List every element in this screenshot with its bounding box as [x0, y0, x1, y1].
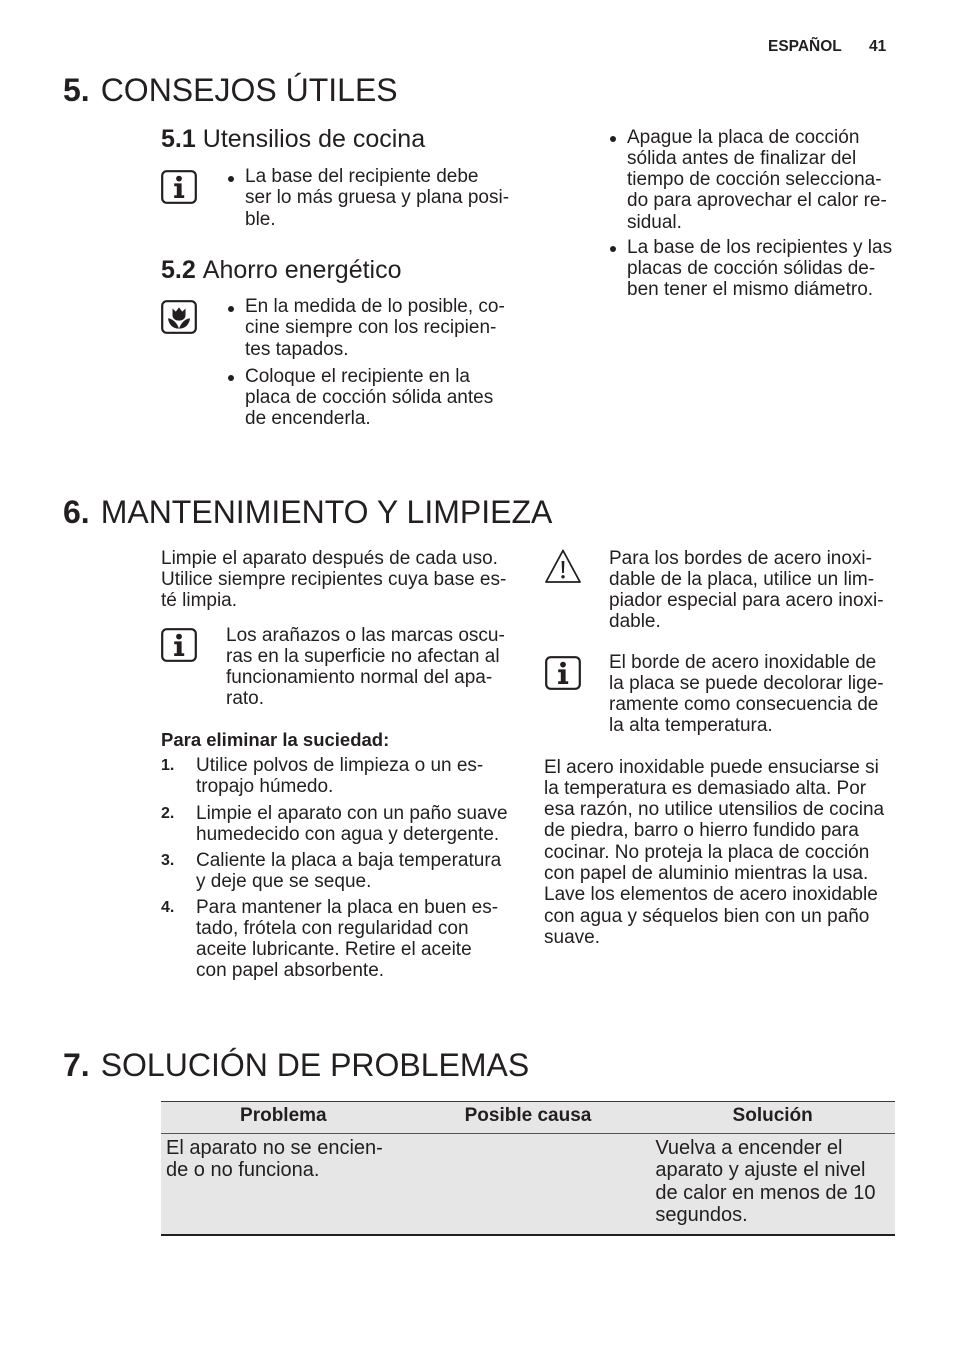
text-line: tiempo de cocción selecciona- [627, 169, 882, 191]
column-header: Solución [732, 1105, 813, 1126]
subsection-number: 5.1 [161, 125, 196, 153]
text-line: esa razón, no utilice utensilios de cocina [544, 799, 885, 821]
text-line: Limpie el aparato después de cada uso. [161, 547, 498, 569]
text-line: cine siempre con los recipien- [245, 317, 497, 339]
page-number: 41 [869, 38, 887, 55]
list-item [161, 896, 499, 982]
text-line: placa de cocción sólida antes [245, 386, 494, 408]
text-line: Utilice polvos de limpieza o un es- [196, 754, 484, 776]
text-line: la temperatura es demasiado alta. Por [544, 777, 867, 799]
section-title: SOLUCIÓN DE PROBLEMAS [100, 1047, 530, 1083]
info-icon [545, 656, 581, 690]
text-line: de calor en menos de 10 [655, 1181, 876, 1204]
text-line: Limpie el aparato con un paño suave [196, 802, 508, 824]
stainless-paragraph [544, 757, 884, 949]
table-row [161, 1134, 895, 1236]
text-line: ble. [245, 208, 276, 230]
text-line: El aparato no se encien- [166, 1137, 383, 1159]
list-item [161, 754, 484, 798]
text-line: de encenderla. [245, 408, 371, 430]
section-heading [63, 492, 552, 532]
text-line: de piedra, barro o hierro fundido para [544, 820, 859, 842]
text-line: ras en la superficie no afectan al [226, 645, 500, 667]
bullet-item [245, 296, 505, 360]
table-cell-solution [650, 1134, 895, 1234]
text-line: tado, frótela con regularidad con [196, 917, 469, 939]
text-line: sidual. [627, 211, 682, 233]
text-line: dable. [609, 611, 661, 633]
section-heading [63, 70, 398, 110]
text-line: té limpia. [161, 590, 238, 612]
text-line: Caliente la placa a baja temperatura [196, 849, 502, 871]
section-number: 7. [63, 1047, 90, 1083]
text-line: piador especial para acero inoxi- [609, 590, 884, 612]
bullet-icon [228, 375, 234, 381]
subsection-heading [161, 255, 402, 285]
section-number: 5. [63, 72, 90, 108]
table-cell-cause [406, 1134, 651, 1234]
text-line: En la medida de lo posible, co- [245, 296, 505, 317]
list-item [161, 849, 502, 893]
bullet-item [627, 237, 892, 301]
text-line: segundos. [655, 1203, 748, 1226]
text-line: tropajo húmedo. [196, 775, 334, 797]
text-line: ramente como consecuencia de [609, 694, 879, 716]
intro-paragraph [161, 548, 506, 612]
subsection-number: 5.2 [161, 256, 196, 284]
text-line: dable de la placa, utilice un lim- [609, 568, 875, 590]
info-note [609, 652, 884, 737]
text-line: con papel absorbente. [196, 960, 385, 982]
text-line: ben tener el mismo diámetro. [627, 279, 874, 301]
text-line: aceite lubricante. Retire el aceite [196, 939, 472, 961]
text-line: Para los bordes de acero inoxi- [609, 547, 872, 569]
section-heading [63, 1045, 529, 1085]
step-number: 3. [161, 851, 175, 869]
info-note [226, 625, 505, 710]
eco-icon [161, 300, 197, 334]
text-line: Los arañazos o las marcas oscu- [226, 624, 505, 646]
text-line: Utilice siempre recipientes cuya base es- [161, 568, 507, 590]
bullet-item [627, 127, 887, 233]
list-item [161, 802, 508, 846]
info-icon [161, 628, 197, 662]
section-number: 6. [63, 494, 90, 530]
text-line: placas de cocción sólidas de- [627, 257, 876, 279]
column-header: Problema [240, 1105, 327, 1126]
subsection-heading [161, 124, 425, 154]
text-line: La base del recipiente debe [245, 166, 479, 187]
bullet-icon [228, 306, 234, 312]
step-number: 2. [161, 804, 175, 822]
text-line: Para mantener la placa en buen es- [196, 896, 499, 918]
section-title: CONSEJOS ÚTILES [100, 72, 398, 108]
text-line: humedecido con agua y detergente. [196, 823, 500, 845]
text-line: ser lo más gruesa y plana posi- [245, 187, 510, 209]
bullet-icon [610, 246, 616, 252]
text-line: Coloque el recipiente en la [245, 365, 470, 387]
bullet-item [245, 366, 493, 430]
text-line: Apague la placa de cocción [627, 126, 860, 148]
section-title: MANTENIMIENTO Y LIMPIEZA [100, 494, 553, 530]
text-line: con papel de aluminio mientras la usa. [544, 862, 869, 884]
text-line: y deje que se seque. [196, 870, 372, 892]
text-line: con agua y séquelos bien con un paño [544, 905, 870, 927]
step-number: 4. [161, 898, 175, 916]
bullet-icon [228, 176, 234, 182]
text-line: El acero inoxidable puede ensuciarse si [544, 756, 879, 778]
bullet-item [245, 166, 509, 230]
text-line: do para aprovechar el calor re- [627, 190, 887, 212]
text-line: tes tapados. [245, 338, 349, 360]
text-line: funcionamiento normal del apa- [226, 667, 493, 689]
text-line: sólida antes de finalizar del [627, 147, 857, 169]
text-line: Lave los elementos de acero inoxidable [544, 884, 878, 906]
text-line: la alta temperatura. [609, 715, 773, 737]
text-line: aparato y ajuste el nivel [655, 1159, 866, 1182]
text-line: la placa se puede decolorar lige- [609, 672, 884, 694]
steps-label: Para eliminar la suciedad: [161, 728, 390, 750]
subsection-title: Utensilios de cocina [202, 125, 426, 153]
text-line: La base de los recipientes y las [627, 236, 893, 258]
info-icon [161, 170, 197, 204]
table-header-row [161, 1101, 895, 1134]
step-number: 1. [161, 756, 175, 774]
language-label: ESPAÑOL [768, 38, 842, 55]
bullet-icon [610, 136, 616, 142]
table-cell-problem [161, 1134, 406, 1234]
column-header: Posible causa [464, 1105, 592, 1126]
text-line: de o no funciona. [166, 1159, 320, 1182]
troubleshooting-table [161, 1101, 895, 1236]
text-line: suave. [544, 926, 600, 948]
subsection-title: Ahorro energético [202, 256, 402, 284]
warning-icon [544, 548, 582, 585]
text-line: El borde de acero inoxidable de [609, 651, 877, 673]
text-line: Vuelva a encender el [655, 1137, 843, 1159]
text-line: cocinar. No proteja la placa de cocción [544, 841, 870, 863]
text-line: rato. [226, 688, 265, 710]
warning-note [609, 548, 884, 633]
